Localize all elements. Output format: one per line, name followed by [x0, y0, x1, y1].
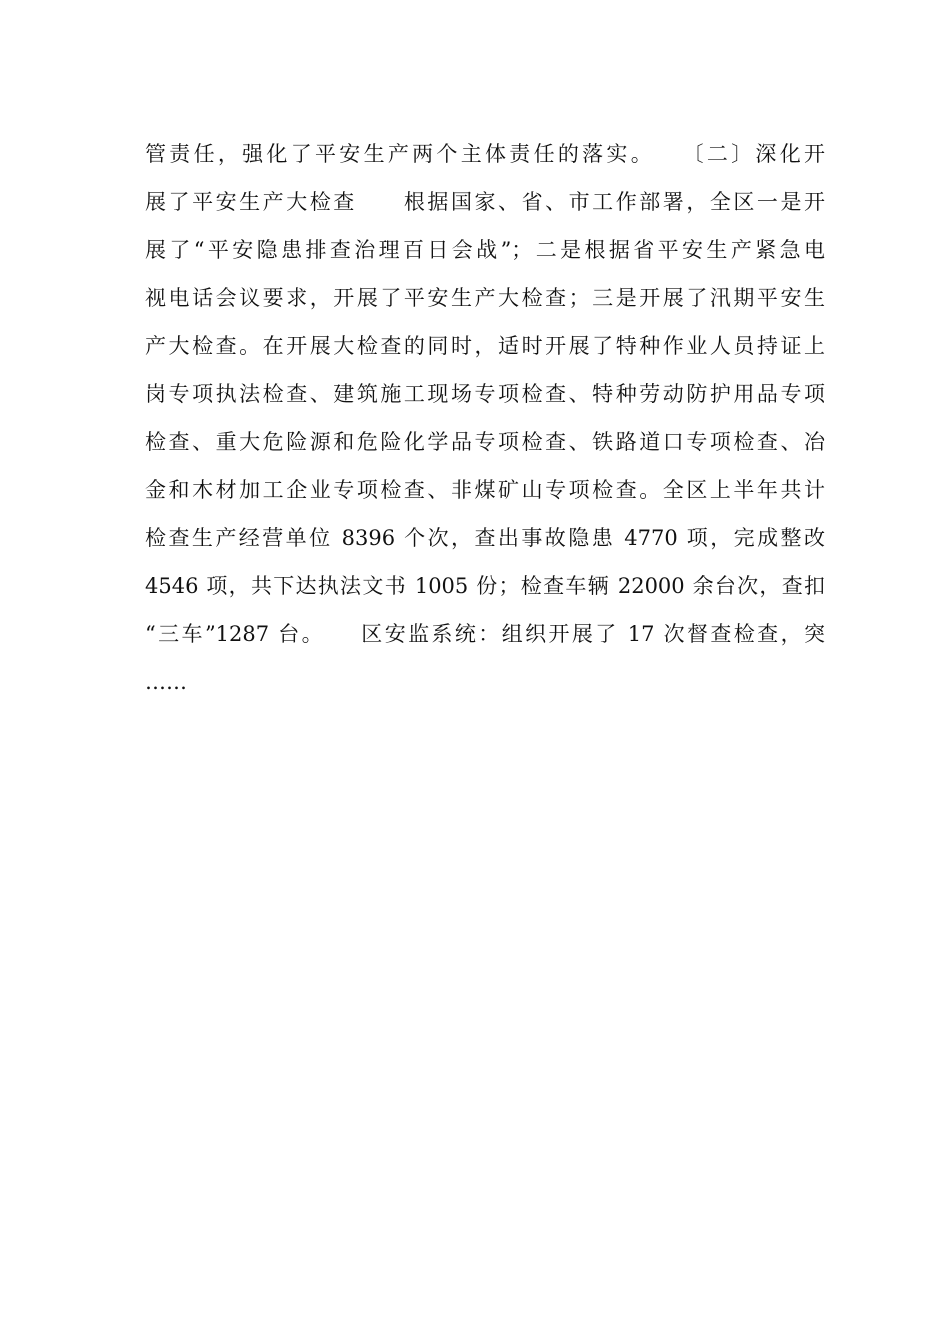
text-line-7: 检查、重大危险源和危险化学品专项检查、铁路道口专项检查、冶 [145, 430, 825, 454]
text-line-5: 产大检查。在开展大检查的同时，适时开展了特种作业人员持证上 [145, 334, 825, 358]
text-line-9: 检查生产经营单位 8396 个次，查出事故隐患 4770 项，完成整改 [145, 526, 825, 550]
text-line-ellipsis: …… [145, 670, 187, 694]
text-line-1: 管责任，强化了平安生产两个主体责任的落实。 〔二〕深化开 [145, 142, 825, 166]
text-line-2: 展了平安生产大检查 根据国家、省、市工作部署，全区一是开 [145, 190, 825, 214]
text-line-6: 岗专项执法检查、建筑施工现场专项检查、特种劳动防护用品专项 [145, 382, 825, 406]
document-body [145, 130, 825, 706]
text-line-3: 展了“平安隐患排查治理百日会战”；二是根据省平安生产紧急电 [145, 238, 825, 262]
text-line-10: 4546 项，共下达执法文书 1005 份；检查车辆 22000 余台次，查扣 [145, 574, 825, 598]
text-line-11: “三车”1287 台。 区安监系统：组织开展了 17 次督查检查，突 [145, 622, 825, 646]
text-line-8: 金和木材加工企业专项检查、非煤矿山专项检查。全区上半年共计 [145, 478, 825, 502]
text-line-4: 视电话会议要求，开展了平安生产大检查；三是开展了汛期平安生 [145, 286, 825, 310]
